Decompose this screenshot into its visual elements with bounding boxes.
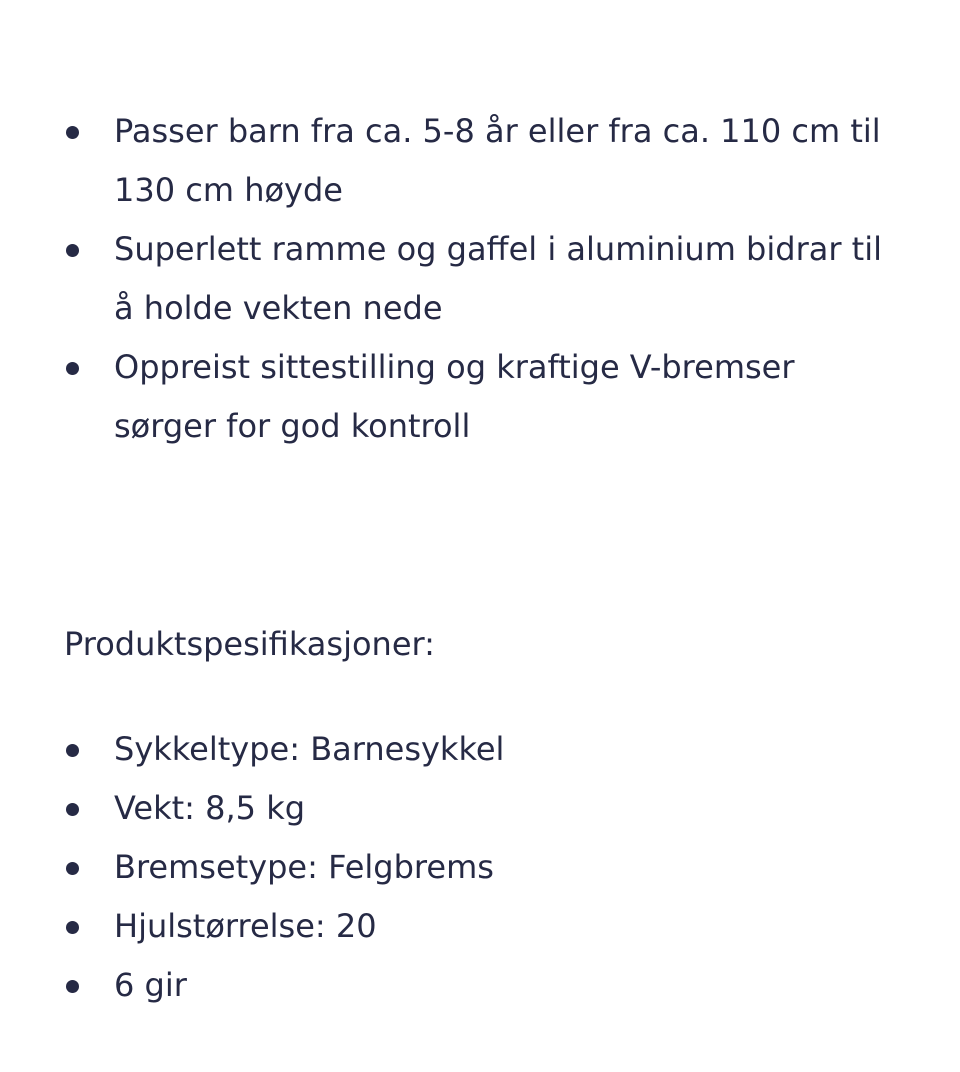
feature-item: Passer barn fra ca. 5-8 år eller fra ca. 110 cm til 130 cm høyde: [64, 102, 884, 220]
spec-item: Hjulstørrelse: 20: [64, 897, 884, 956]
spec-item: Bremsetype: Felgbrems: [64, 838, 884, 897]
feature-item: Superlett ramme og gaffel i aluminium bidrar til å holde vekten nede: [64, 220, 884, 338]
spec-item: Sykkeltype: Barnesykkel: [64, 720, 884, 779]
spec-item: 6 gir: [64, 956, 884, 1015]
spec-item: Vekt: 8,5 kg: [64, 779, 884, 838]
specs-heading: Produktspesifikasjoner:: [64, 625, 435, 663]
feature-list: [64, 102, 884, 456]
feature-item: Oppreist sittestilling og kraftige V-bremser sørger for god kontroll: [64, 338, 884, 456]
spec-list: [64, 720, 884, 1015]
